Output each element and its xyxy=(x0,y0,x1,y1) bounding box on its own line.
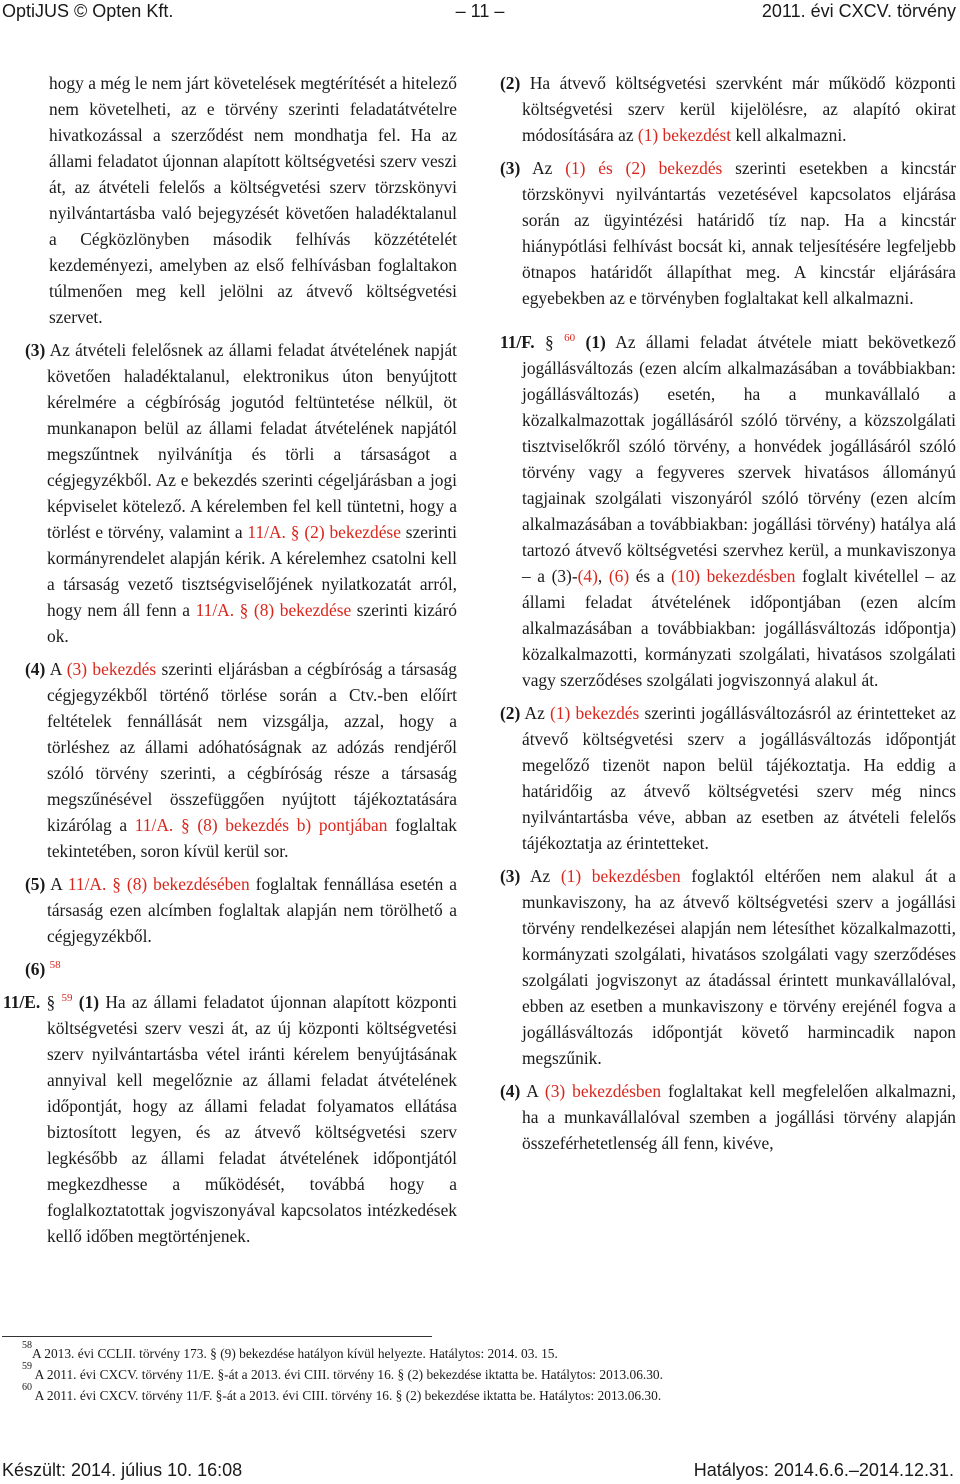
reference-link[interactable]: (1) és (2) bekezdés xyxy=(565,158,723,178)
paragraph-text: szerinti eljárásban a cégbíróság a társaság cégjegyzékből történő törlése során a Ctv.-ben előírt feltételek fennállását nem vizsgálja, azzal, hogy a törléshez az állami adóhatóságnak az adózás rendjéről szóló törvény szerinti, a cégbíróság része a társaság megszűnésével összefüggően nyújtott tájékoztatására kizárólag a xyxy=(47,659,458,835)
section-11E xyxy=(3,989,457,1249)
paragraph-text: foglaltak fennállása esetén a társaság ezen alcímben foglaltak alapján nem törölhető a cégjegyzékből. xyxy=(47,874,458,946)
paragraph-continuation: hogy a még le nem járt követelések megtérítését a hitelező nem követelheti, az e törvény szerinti feladatátvételre hivatkozással a szerződést nem mondhatja fel. Ha az állami feladatot újonnan alapított költségvetési szerv veszi át, az átvételi felelős a költségvetési szerv törzskönyvi nyilvántartásba való bejegyzését követően haladéktalanul a Cégközlönyben második felhívás közzétételét kezdeményezi, amelyben az első felhívásban foglaltakon túlmenően meg kell jelölni az átvevő költségvetési szervet. xyxy=(49,73,457,327)
paragraph-f2 xyxy=(500,700,956,856)
paragraph-text: foglaltak tekintetében, soron kívül kerül sor. xyxy=(47,815,457,861)
paragraph-number: (5) xyxy=(25,874,46,894)
paragraph-number: (4) xyxy=(500,1081,521,1101)
paragraph-text: szerinti esetekben a kincstár törzskönyvi nyilvántartás vezetésével kapcsolatos eljárása során az ügyintézési határidő tíz nap. Ha a kincstár hiánypótlási felhívást bocsát ki, annak teljesítésére legfeljebb ötnapos határidőt állapíthat meg. A kincstár eljárására egyebekben az e törvényben foglaltakat kell alkalmazni. xyxy=(522,158,956,308)
paragraph-text: A xyxy=(45,874,68,894)
paragraph-number: (3) xyxy=(500,866,521,886)
paragraph-4 xyxy=(25,656,457,864)
section-label: 11/F. xyxy=(500,332,535,352)
paragraph-number: (6) xyxy=(25,959,46,979)
generated-date: Készült: 2014. július 10. 16:08 xyxy=(2,1460,243,1480)
reference-link[interactable]: § (8) bekezdésében xyxy=(106,874,250,894)
paragraph-3 xyxy=(25,337,457,649)
paragraph-number: (3) xyxy=(25,340,46,360)
reference-link[interactable]: 11/A. xyxy=(195,600,235,620)
header-publisher: OptiJUS © Opten Kft. xyxy=(2,1,174,21)
footnote-text: A 2011. évi CXCV. törvény 11/F. §-át a 2013. évi CIII. törvény 16. § (2) bekezdése iktatta be. Hatálytos: 2013.06.30. xyxy=(34,1388,662,1403)
footnotes xyxy=(22,1339,952,1407)
page-footer xyxy=(0,1458,960,1484)
paragraph-number: (2) xyxy=(500,73,521,93)
reference-link[interactable]: § (2) bekezdése xyxy=(285,522,401,542)
paragraph-text: Ha az állami feladatot újonnan alapított központi költségvetési szerv veszi át, az új központi költségvetési szerv nyilvántartásba vétel iránti kérelem benyújtásának annyival kell megelőznie az állami feladat átvételének időpontját, hogy az állami feladat folyamatos ellátása biztosított legyen, és az átvevő költségvetési szerv legkésőbb az állami feladat átvételének időpontjától megkezdhesse a működését, továbbá hogy a foglalkoztatottak jogviszonyával kapcsolatos intézkedések kellő időben megtörténjenek. xyxy=(47,992,457,1246)
paragraph-3 xyxy=(500,155,956,311)
footnote-ref-59[interactable]: 59 xyxy=(61,992,73,1005)
paragraph-2 xyxy=(500,70,956,148)
footnote-58 xyxy=(22,1339,952,1363)
paragraph-text: Az xyxy=(520,703,551,723)
reference-link[interactable]: § (8) bekezdés b) pontjában xyxy=(173,815,388,835)
paragraph-f3 xyxy=(500,863,956,1071)
paragraph-text: foglaltakat kell megfelelően alkalmazni, ha a munkavállalóval szemben a jogállási törvény alapján összeférhetetlenség áll fenn, kivéve, xyxy=(522,1081,956,1153)
reference-link[interactable]: (1) bekezdést xyxy=(637,125,732,145)
paragraph-text: Az átvételi felelősnek az állami feladat átvételének napját követően haladéktalanul, elektronikus úton benyújtott kérelmére a cégbíróság jogutód feltüntetése nélkül, öt munkanapon belül az állami feladat átvételének napjától megszűntnek nyilvánítja és törli a társaságot a cégjegyzékből. Az e bekezdés szerinti cégeljárásban a jogi képviselet kötelező. A kérelemben fel kell tüntetni, hogy a törlést e törvény, valamint a xyxy=(47,340,457,542)
effective-period: Hatályos: 2014.6.6.–2014.12.31. xyxy=(693,1460,954,1480)
paragraph-number: (4) xyxy=(25,659,46,679)
paragraph-number: (3) xyxy=(500,158,521,178)
reference-link[interactable]: (3) bekezdés xyxy=(66,659,157,679)
footnote-60 xyxy=(22,1381,952,1405)
paragraph-text: Az állami feladat átvétele miatt bekövetkező jogállásváltozás (ezen alcím alkalmazásában a továbbiakban: jogállásváltozás) esetén, ha a munkavállaló a közalkalmazottak jogállásáról szóló törvény, a közszolgálati tisztviselőkről szóló törvény, a honvédek jogállásáról szóló törvény vagy a fegyveres szervek hivatásos állományú tagjainak szolgálati viszonyáról szóló törvény (ezen alcím alkalmazásában a továbbiakban: jogállási törvény) hatálya alá tartozó átvevő költségvetési szervhez kerül, a munkaviszonya – a (3)- xyxy=(522,332,956,586)
paragraph-text: A xyxy=(520,1081,545,1101)
paragraph-text: szerinti kizáró ok. xyxy=(47,600,457,646)
paragraph-text: Az xyxy=(520,158,566,178)
reference-link[interactable]: (1) bekezdés xyxy=(550,703,640,723)
paragraph-text: szerinti kormányrendelet alapján kérik. A kérelemhez csatolni kell a társaság vezető tisztségviselőjének nyilatkozatát arról, hogy nem áll fenn a xyxy=(47,522,457,620)
footnote-text: A 2011. évi CXCV. törvény 11/E. §-át a 2013. évi CIII. törvény 16. § (2) bekezdése iktatta be. Hatálytos: 2013.06.30. xyxy=(34,1367,663,1382)
paragraph-text: Ha átvevő költségvetési szervként már működő központi költségvetési szerv kerül kijelölésre, az alapító okirat módosítására az xyxy=(520,73,956,145)
footnote-text: A 2013. évi CCLII. törvény 173. § (9) bekezdése hatályon kívül helyezte. Hatálytos: 2014. 03. 15. xyxy=(32,1346,558,1361)
page-number: – 11 – xyxy=(455,1,505,21)
reference-link[interactable]: 11/A. xyxy=(134,815,174,835)
paragraph-6 xyxy=(25,956,457,982)
footnote-ref-58[interactable]: 58 xyxy=(49,959,61,972)
paragraph-f4 xyxy=(500,1078,956,1156)
reference-link[interactable]: 11/A. xyxy=(67,874,107,894)
paragraph-5 xyxy=(25,871,457,949)
paragraph-number: (1) xyxy=(585,332,606,352)
left-column xyxy=(3,70,458,1256)
section-label: 11/E. xyxy=(3,992,41,1012)
page-header xyxy=(0,0,960,40)
footnote-ref-60[interactable]: 60 xyxy=(564,332,576,345)
footnote-number: 59 xyxy=(22,1360,32,1372)
reference-link[interactable]: (10) bekezdésben xyxy=(671,566,796,586)
section-sign: § xyxy=(40,992,62,1012)
paragraph-text: foglaktól eltérően nem alakul át a munkaviszony, ha az átvevő költségvetési szerv a jogállási törvény rendelkezései alapján nem létesíthet közalkalmazotti, kormányzati szolgálati, hivatásos szolgálati vagy szerződéses szolgálati jogviszonyt az átadással érintett munkavállalóval, ebben az esetben a munkaviszony e törvény erejénél fogva a jogállásváltozás időpontját követő harmincadik napon megszűnik. xyxy=(522,866,957,1068)
reference-link[interactable]: (4) xyxy=(577,566,598,586)
paragraph-text: szerinti jogállásváltozásról az érintetteket az átvevő költségvetési szerv a jogállásváltozás időpontját megelőző tizenöt napon belül tájékoztatja. Ha eddig a határidőig az átvevő költségvetési szerv még nincs nyilvántartásba véve, abban az esetben az átvételi felelős tájékoztatja az érintetteket. xyxy=(522,703,957,853)
footnote-59 xyxy=(22,1360,952,1384)
footnote-number: 58 xyxy=(22,1339,32,1351)
header-law-title: 2011. évi CXCV. törvény xyxy=(761,1,956,21)
reference-link[interactable]: (3) bekezdésben xyxy=(544,1081,662,1101)
reference-link[interactable]: § (8) bekezdése xyxy=(234,600,352,620)
footnote-number: 60 xyxy=(22,1381,32,1393)
footnote-divider xyxy=(2,1336,432,1337)
reference-link[interactable]: (6) xyxy=(608,566,630,586)
right-column xyxy=(500,70,956,1163)
paragraph-text: Az xyxy=(520,866,561,886)
paragraph-number: (1) xyxy=(78,992,100,1012)
paragraph-number: (2) xyxy=(500,703,521,723)
paragraph-text: foglalt kivétellel – az állami feladat átvételének időpontjában (ezen alcím alkalmazásában a továbbiakban: jogállásváltozás időpontja) közalkalmazotti, kormányzati szolgálati, hivatásos szolgálati vagy szerződéses szolgálati jogviszonnyá alakul át. xyxy=(522,566,957,690)
reference-link[interactable]: 11/A. xyxy=(247,522,286,542)
section-11F xyxy=(500,329,956,693)
separator: és a xyxy=(629,566,672,586)
reference-link[interactable]: (1) bekezdésben xyxy=(560,866,681,886)
paragraph-text: kell alkalmazni. xyxy=(731,125,847,145)
paragraph-text: A xyxy=(45,659,67,679)
section-sign: § xyxy=(534,332,565,352)
separator: , xyxy=(597,566,609,586)
